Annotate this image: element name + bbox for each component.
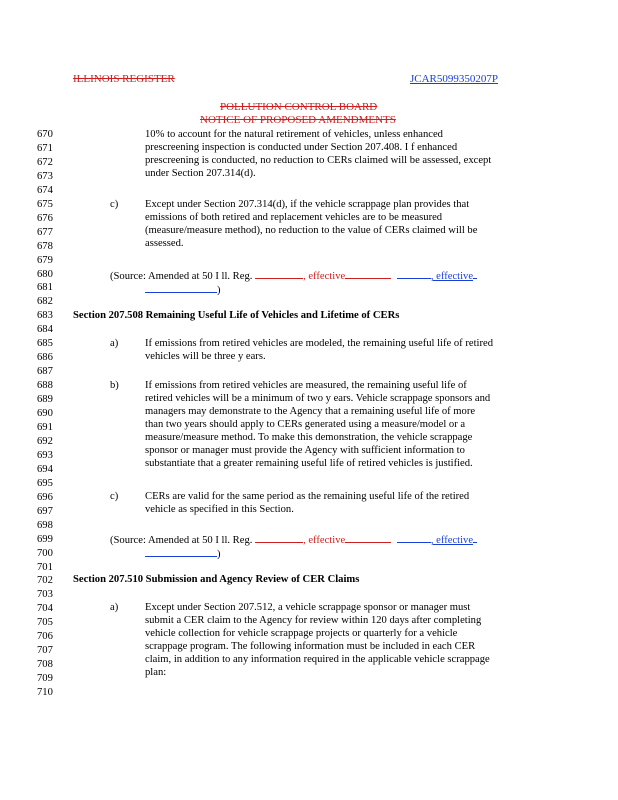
line-number: 710 [37, 687, 53, 698]
section-heading-207-510: Section 207.510 Submission and Agency Review of CER Claims [73, 574, 360, 585]
line-number: 681 [37, 282, 53, 294]
paragraph-c-reduction [145, 198, 477, 250]
line-number: 707 [37, 645, 53, 657]
line-number: 698 [37, 519, 53, 531]
line-number: 686 [37, 352, 53, 364]
line-number: 709 [37, 673, 53, 684]
paragraph-b-measured [145, 379, 490, 470]
line-number: 679 [37, 254, 53, 266]
text-line: (measure/measure method), no reduction to the value of CERs claimed will be [145, 225, 478, 236]
source-effective-red: , effective [303, 535, 346, 546]
item-label-c: c) [110, 199, 119, 210]
text-line: Except under Section 207.314(d), if the vehicle scrappage plan provides that [145, 199, 470, 210]
line-number: 689 [37, 394, 53, 406]
paragraph-continuation [145, 128, 491, 180]
line-number: 706 [37, 631, 53, 643]
text-line: vehicles will be three y ears. [145, 351, 266, 362]
blank-field [397, 532, 431, 543]
line-number: 677 [37, 226, 53, 238]
text-line: plan: [145, 667, 167, 678]
text-line: claim, in addition to any information required in the applicable vehicle scrappage [145, 654, 490, 665]
agency-title: POLLUTION CONTROL BOARD [220, 101, 378, 113]
section-heading-207-508: Section 207.508 Remaining Useful Life of Vehicles and Lifetime of CERs [73, 310, 400, 321]
blank-field [473, 268, 477, 279]
line-number: 693 [37, 449, 53, 461]
register-code: JCAR5099350207P [410, 73, 499, 85]
source-note [110, 268, 477, 283]
blank-field [397, 268, 431, 279]
line-number: 708 [37, 659, 53, 671]
text-line: scrappage program. The following information must be included in each CER [145, 641, 476, 652]
text-line: measure/measure method. To make this demonstration, the vehicle scrappage [145, 432, 473, 443]
text-line: If emissions from retired vehicles are modeled, the remaining useful life of retired [145, 338, 493, 349]
line-number: 690 [37, 408, 53, 419]
line-number: 670 [37, 129, 53, 140]
item-label-a2: a) [110, 602, 119, 613]
line-number: 676 [37, 212, 53, 224]
close-paren: ) [217, 549, 221, 560]
blank-field [145, 546, 217, 557]
close-paren: ) [217, 285, 221, 296]
blank-field [345, 268, 391, 279]
blank-field [255, 532, 303, 543]
notice-title: NOTICE OF PROPOSED AMENDMENTS [200, 114, 396, 126]
line-number: 694 [37, 463, 53, 475]
text-line: Except under Section 207.512, a vehicle scrappage sponsor or manager must [145, 602, 471, 613]
text-line: under Section 207.314(d). [145, 168, 256, 179]
source-prefix: (Source: Amended at 50 I ll. Reg. [110, 535, 253, 546]
text-line: prescreening inspection is conducted under Section 207.408. I f enhanced [145, 142, 458, 153]
paragraph-c-valid [145, 490, 469, 516]
text-line: If emissions from retired vehicles are measured, the remaining useful life of [145, 380, 467, 391]
paragraph-a-modeled [145, 337, 493, 363]
text-line: retired vehicles will be a minimum of two y ears. Vehicle scrappage sponsors and [145, 393, 491, 404]
line-number: 705 [37, 617, 53, 629]
blank-field [145, 282, 217, 293]
line-number: 673 [37, 170, 53, 182]
line-number: 672 [37, 156, 53, 168]
line-number: 703 [37, 589, 53, 601]
source-effective-red: , effective [303, 271, 346, 282]
line-number: 682 [37, 296, 53, 308]
text-line: CERs are valid for the same period as the remaining useful life of the retired [145, 491, 470, 502]
line-number: 697 [37, 505, 53, 517]
line-number: 700 [37, 547, 53, 559]
line-number: 685 [37, 338, 53, 350]
line-number: 702 [37, 575, 53, 587]
source-note-close [145, 546, 221, 561]
text-line: assessed. [145, 238, 184, 249]
line-number: 671 [37, 142, 53, 154]
line-number: 687 [37, 366, 53, 378]
item-label-b: b) [110, 380, 119, 391]
line-number: 688 [37, 380, 53, 392]
text-line: 10% to account for the natural retirement of vehicles, unless enhanced [145, 129, 443, 140]
blank-field [473, 532, 477, 543]
item-label-c2: c) [110, 491, 119, 502]
text-line: substantiate that a greater remaining useful life of retired vehicles is justified. [145, 458, 473, 469]
line-number: 692 [37, 435, 53, 447]
line-number: 696 [37, 491, 53, 503]
line-number: 674 [37, 184, 53, 196]
line-number: 675 [37, 198, 53, 210]
register-title: ILLINOIS REGISTER [73, 73, 175, 85]
line-number: 683 [37, 310, 53, 322]
source-effective-blue: , effective [430, 535, 474, 546]
line-number: 704 [37, 603, 53, 615]
line-number: 691 [37, 421, 53, 433]
line-number: 684 [37, 324, 53, 336]
blank-field [345, 532, 391, 543]
text-line: prescreening is conducted, no reduction to CERs claimed will be assessed, except [145, 155, 492, 166]
text-line: sponsor or manager must provide the Agency with sufficient information to [145, 445, 465, 456]
text-line: than two years should apply to CERs generated using a measure/model or a [145, 419, 466, 430]
source-prefix: (Source: Amended at 50 I ll. Reg. [110, 271, 253, 282]
line-number: 699 [37, 533, 53, 545]
text-line: vehicle as specified in this Section. [145, 504, 294, 515]
source-note-close [145, 282, 221, 297]
source-effective-blue: , effective [430, 271, 474, 282]
paragraph-a-submission [145, 601, 490, 679]
line-number: 701 [37, 561, 53, 573]
text-line: vehicle collection for vehicle scrappage projects or quarterly for a vehicle [145, 628, 458, 639]
line-number: 678 [37, 240, 53, 252]
line-number: 695 [37, 477, 53, 489]
text-line: emissions of both retired and replacement vehicles are to be measured [145, 212, 443, 223]
text-line: managers may demonstrate to the Agency that a remaining useful life of more [145, 406, 476, 417]
line-number: 680 [37, 268, 53, 280]
source-note [110, 532, 477, 547]
text-line: submit a CER claim to the Agency for review within 120 days after completing [145, 615, 482, 626]
blank-field [255, 268, 303, 279]
item-label-a: a) [110, 338, 119, 349]
